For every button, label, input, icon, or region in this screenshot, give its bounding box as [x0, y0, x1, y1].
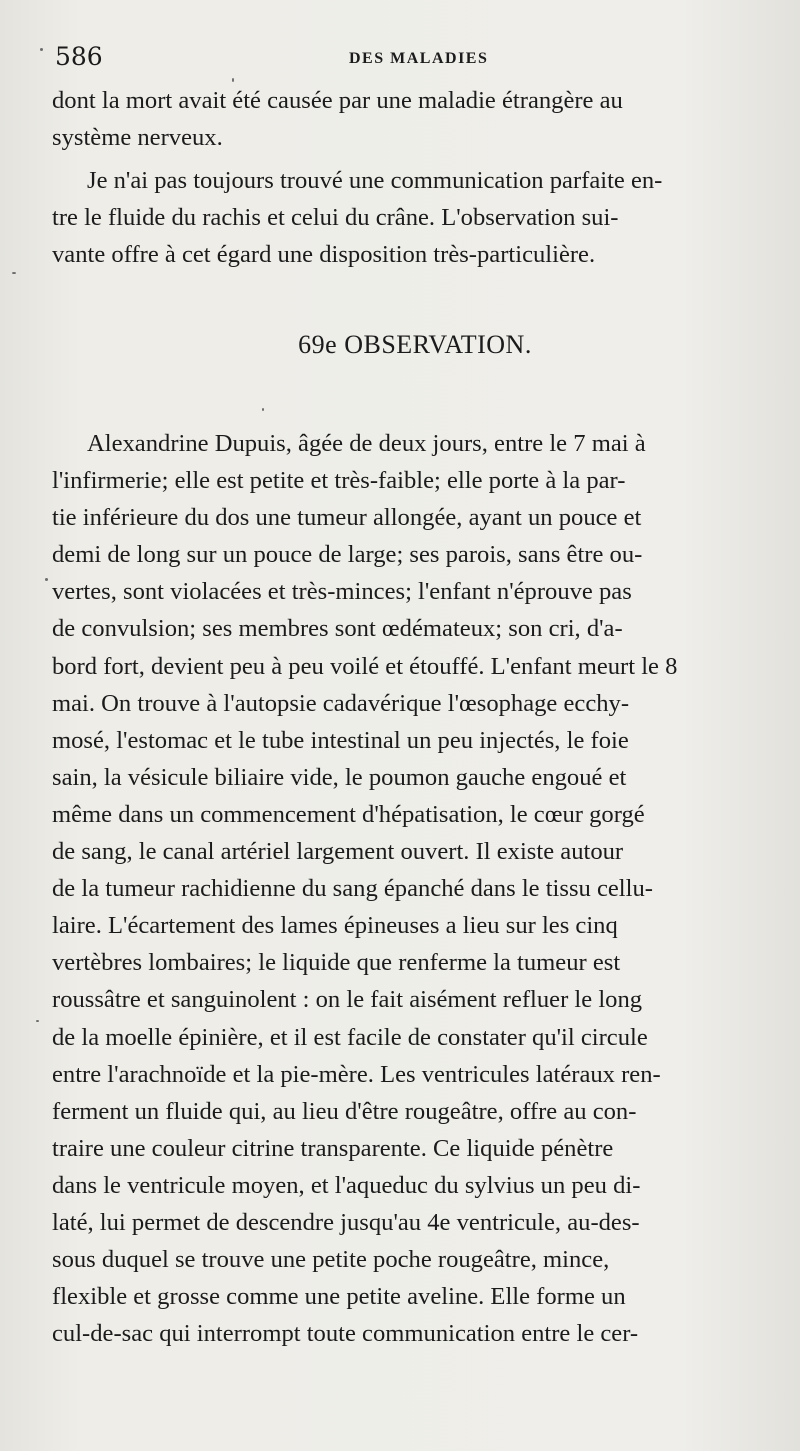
text-line: demi de long sur un pouce de large; ses parois, sans être ou- — [52, 541, 643, 569]
paragraph-2 — [52, 162, 772, 273]
text-line: ferment un fluide qui, au lieu d'être rougeâtre, offre au con- — [52, 1097, 637, 1125]
text-line: vante offre à cet égard une disposition très-particulière. — [52, 241, 596, 269]
text-line: tie inférieure du dos une tumeur allongée, ayant un pouce et — [52, 504, 642, 532]
text-line: laire. L'écartement des lames épineuses a lieu sur les cinq — [52, 912, 618, 940]
text-line: roussâtre et sanguinolent : on le fait aisément refluer le long — [52, 986, 643, 1014]
paragraph-1 — [52, 82, 772, 156]
print-speck — [40, 48, 43, 51]
text-line: de la tumeur rachidienne du sang épanché dans le tissu cellu- — [52, 875, 653, 903]
paragraph-3 — [52, 425, 772, 1389]
text-line: bord fort, devient peu à peu voilé et étouffé. L'enfant meurt le 8 — [52, 652, 678, 680]
text-line: même dans un commencement d'hépatisation, le cœur gorgé — [52, 800, 645, 828]
text-line: Alexandrine Dupuis, âgée de deux jours, entre le 7 mai à — [87, 430, 646, 457]
text-line: sous duquel se trouve une petite poche rougeâtre, mince, — [52, 1246, 610, 1274]
print-speck — [45, 578, 48, 581]
text-line — [52, 1352, 772, 1389]
text-line: l'infirmerie; elle est petite et très-faible; elle porte à la par- — [52, 467, 626, 495]
text-line: laté, lui permet de descendre jusqu'au 4e ventricule, au-des- — [52, 1208, 640, 1236]
page-header — [55, 42, 775, 78]
text-line: de convulsion; ses membres sont œdémateux; son cri, d'a- — [52, 615, 623, 643]
text-line: de la moelle épinière, et il est facile de constater qu'il circule — [52, 1023, 648, 1051]
section-heading: 69e OBSERVATION. — [298, 330, 532, 359]
text-line: vertèbres lombaires; le liquide que renferme la tumeur est — [52, 949, 621, 977]
text-line: entre l'arachnoïde et la pie-mère. Les ventricules latéraux ren- — [52, 1060, 661, 1088]
text-line: dans le ventricule moyen, et l'aqueduc du sylvius un peu di- — [52, 1171, 641, 1199]
text-line: sain, la vésicule biliaire vide, le poumon gauche engoué et — [52, 763, 627, 791]
text-line: cul-de-sac qui interrompt toute communication entre le cer- — [52, 1320, 639, 1348]
text-line: dont la mort avait été causée par une maladie étrangère au — [52, 87, 623, 114]
page-number: 586 — [55, 42, 103, 71]
text-line: traire une couleur citrine transparente. Ce liquide pénètre — [52, 1134, 614, 1162]
text-line: Je n'ai pas toujours trouvé une communication parfaite en- — [87, 167, 663, 194]
text-line: mai. On trouve à l'autopsie cadavérique l'œsophage ecchy- — [52, 689, 630, 717]
print-speck — [232, 78, 234, 82]
text-line: tre le fluide du rachis et celui du crâne. L'observation sui- — [52, 204, 619, 232]
text-line: mosé, l'estomac et le tube intestinal un peu injectés, le foie — [52, 726, 629, 754]
print-speck — [12, 272, 16, 274]
text-line: système nerveux. — [52, 124, 223, 152]
text-line: flexible et grosse comme une petite aveline. Elle forme un — [52, 1283, 626, 1311]
print-speck — [36, 1020, 39, 1022]
running-head: DES MALADIES — [349, 50, 489, 67]
text-line: de sang, le canal artériel largement ouvert. Il existe autour — [52, 838, 624, 866]
text-line: vertes, sont violacées et très-minces; l'enfant n'éprouve pas — [52, 578, 632, 606]
print-speck — [262, 408, 264, 411]
